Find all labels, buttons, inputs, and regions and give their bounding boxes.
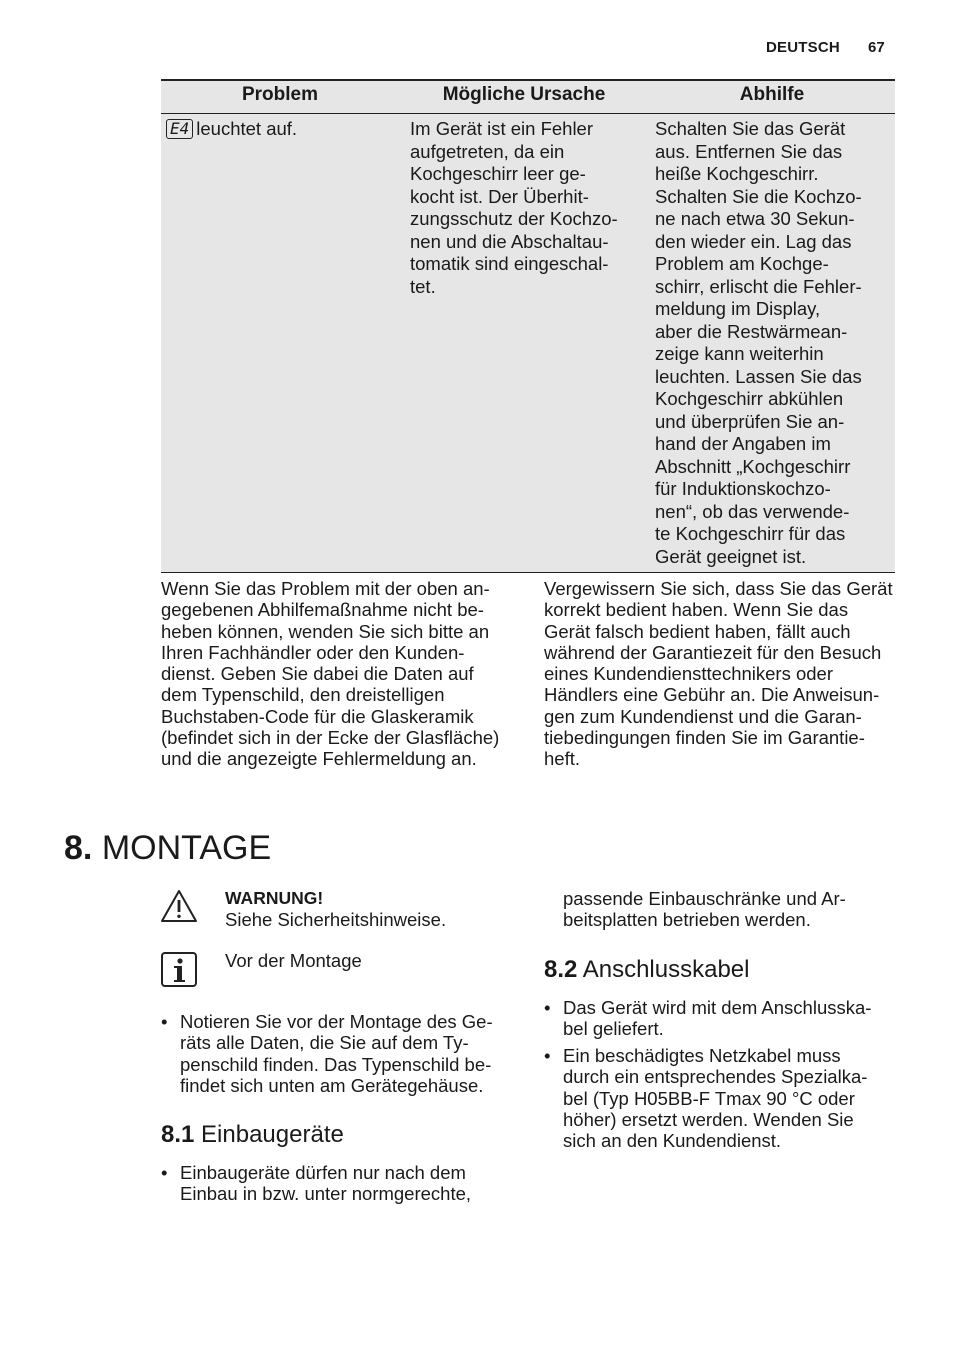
section-number: 8.: [64, 829, 93, 867]
list-item: Notieren Sie vor der Montage des Ge- räts alle Daten, die Sie auf dem Ty- penschild finden. Das Typenschild be- findet sich unten am Gerätegehäuse.: [180, 1011, 493, 1096]
bullet-dot: •: [161, 1162, 168, 1183]
display-code-icon: E4: [166, 119, 193, 139]
service-note-left: Wenn Sie das Problem mit der oben an- gegebenen Abhilfemaßnahme nicht be- heben können, wenden Sie sich bitte an Ihren Fachhändler oder den Kunden- dienst. Geben Sie dabei die Daten auf dem Typenschild, den dreistelligen Buchstaben-Code für die Glaskeramik (befindet sich in der Ecke der Glasfläche) und die angezeigte Fehlermeldung an.: [161, 578, 500, 770]
subsection-title: Einbaugeräte: [201, 1121, 344, 1148]
section-title: MONTAGE: [101, 829, 272, 867]
subsection-number: 8.1: [161, 1121, 195, 1148]
column-header-problem: Problem: [241, 84, 319, 105]
cell-cause: Im Gerät ist ein Fehler aufgetreten, da ein Kochgeschirr leer ge- kocht ist. Der Überhit- zungsschutz der Kochzo- nen und die Abschaltau- tomatik sind eingeschal- tet.: [410, 118, 618, 297]
column-header-cause: Mögliche Ursache: [442, 84, 606, 105]
subsection-heading-8-1: [161, 1120, 344, 1150]
troubleshooting-table: [161, 79, 895, 573]
table-header: [161, 81, 895, 114]
warning-title: WARNUNG!: [225, 888, 324, 908]
subsection-title: Anschlusskabel: [582, 956, 750, 983]
bullet-dot: •: [161, 1011, 168, 1032]
cell-remedy: Schalten Sie das Gerät aus. Entfernen Sie das heiße Kochgeschirr. Schalten Sie die Kochzo- ne nach etwa 30 Sekun- den wieder ein. Lag das Problem am Kochge- schirr, erlischt die Fehler- meldung im Display, aber die Restwärmean- zeige kann weiterhin leuchten. Lassen Sie das Kochgeschirr abkühlen und überprüfen Sie an- hand der Angaben im Abschnitt „Kochgeschirr für Induktionskochzo- nen“, ob das verwende- te Kochgeschirr für das Gerät geeignet ist.: [655, 118, 862, 567]
page-number: 67: [868, 39, 885, 56]
warning-triangle-icon: [160, 888, 198, 924]
bullet-dot: •: [544, 997, 551, 1018]
problem-text: leuchtet auf.: [196, 118, 298, 139]
subsection-number: 8.2: [544, 956, 578, 983]
info-text: Vor der Montage: [225, 950, 362, 971]
bullet-dot: •: [544, 1045, 551, 1066]
header-language: DEUTSCH: [766, 39, 840, 56]
section-heading: [64, 826, 271, 870]
column-header-remedy: Abhilfe: [739, 84, 805, 105]
info-icon: [160, 950, 198, 988]
warning-text: Siehe Sicherheitshinweise.: [225, 909, 447, 930]
list-item: Ein beschädigtes Netzkabel muss durch ein entsprechendes Spezialka- bel (Typ H05BB-F Tmax 90 °C oder höher) ersetzt werden. Wenden Sie sich an den Kundendienst.: [563, 1045, 868, 1152]
service-note-right: Vergewissern Sie sich, dass Sie das Gerät korrekt bedient haben. Wenn Sie das Gerät falsch bedient haben, fällt auch während der Garantiezeit für den Besuch eines Kundendiensttechnikers oder Händlers eine Gebühr an. Die Anweisun- gen zum Kundendienst und die Garan- tiebedingungen finden Sie im Garantie- heft.: [544, 578, 893, 770]
subsection-heading-8-2: [544, 955, 749, 985]
cell-problem: [166, 118, 391, 141]
list-item: Einbaugeräte dürfen nur nach dem Einbau in bzw. unter normgerechte,: [180, 1162, 472, 1205]
continued-text: passende Einbauschränke und Ar- beitsplatten betrieben werden.: [563, 888, 846, 931]
list-item: Das Gerät wird mit dem Anschlusska- bel geliefert.: [563, 997, 872, 1040]
